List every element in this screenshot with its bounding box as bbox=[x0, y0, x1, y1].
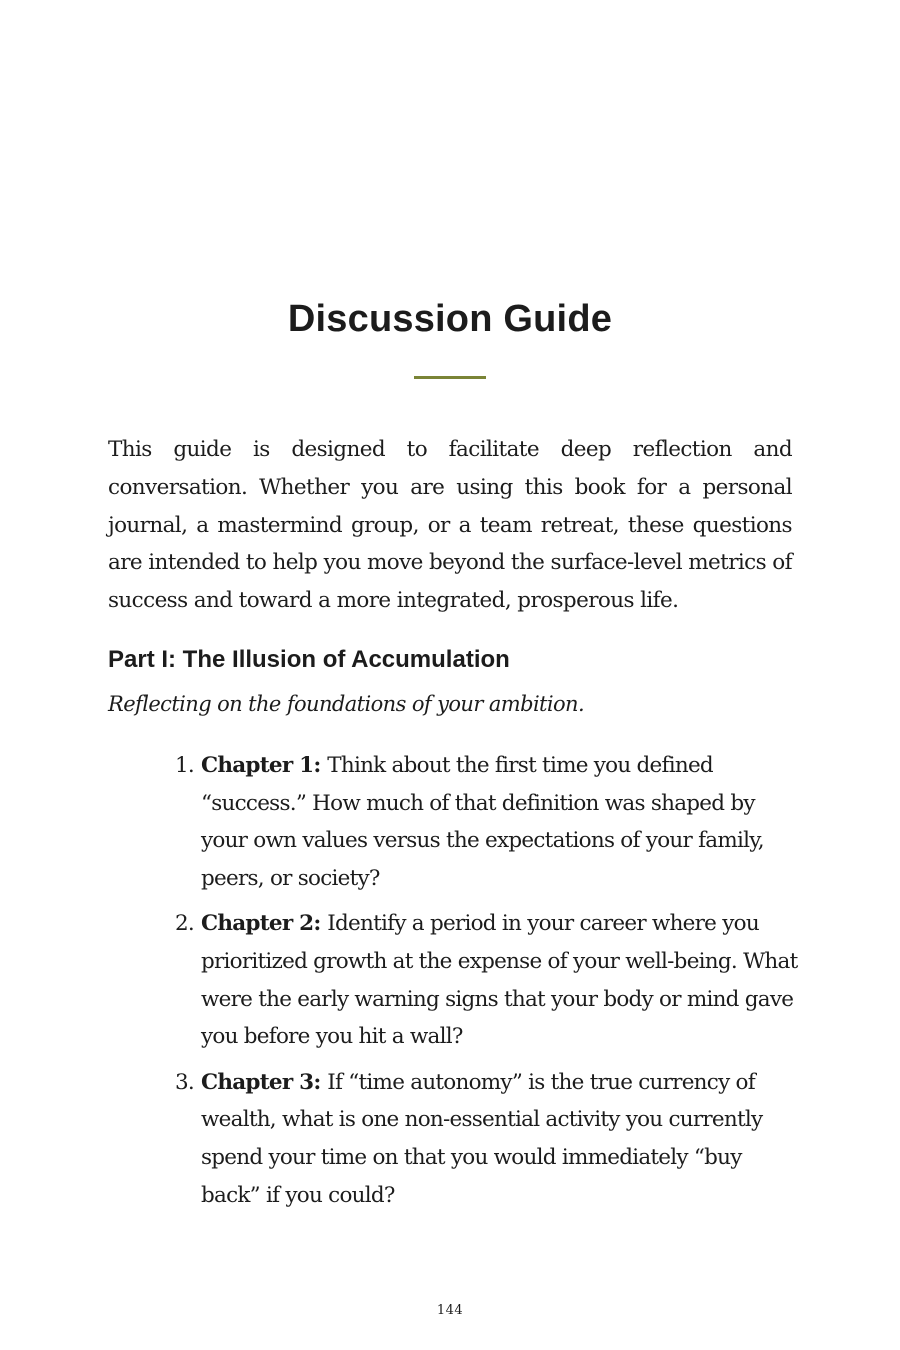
question-item bbox=[175, 747, 801, 897]
page-title: Discussion Guide bbox=[287, 298, 613, 340]
question-item bbox=[175, 1064, 801, 1214]
title-divider bbox=[414, 376, 486, 379]
question-number: 2. bbox=[175, 911, 195, 937]
question-chapter-label: Chapter 2: bbox=[201, 911, 328, 937]
question-chapter-label: Chapter 3: bbox=[201, 1069, 328, 1095]
question-text: Think about the first time you defined “success.” How much of that definition was shaped by your own values versus the expectations of your family, peers, or society? bbox=[201, 753, 764, 891]
part-subtitle: Reflecting on the foundations of your ambition. bbox=[108, 692, 585, 716]
question-text: If “time autonomy” is the true currency of wealth, what is one non-essential activity you currently spend your time on that you would immediately “buy back” if you could? bbox=[201, 1069, 763, 1208]
question-text: Identify a period in your career where you prioritized growth at the expense of your well-being. What were the early warning signs that your body or mind gave you before you hit a wall? bbox=[201, 911, 798, 1050]
question-item bbox=[175, 905, 801, 1055]
question-number: 3. bbox=[175, 1069, 195, 1095]
question-chapter-label: Chapter 1: bbox=[201, 753, 328, 778]
part-heading: Part I: The Illusion of Accumulation bbox=[108, 646, 510, 673]
page-number: 144 bbox=[436, 1303, 464, 1318]
question-number: 1. bbox=[175, 753, 195, 778]
intro-paragraph: This guide is designed to facilitate deep reflection and conversation. Whether you are using this book for a personal journal, a mastermind group, or a team retreat, these questions are intended to help you move beyond the surface-level metrics of success and toward a more integrated, prosperous life. bbox=[108, 437, 792, 614]
question-list bbox=[175, 747, 801, 1222]
